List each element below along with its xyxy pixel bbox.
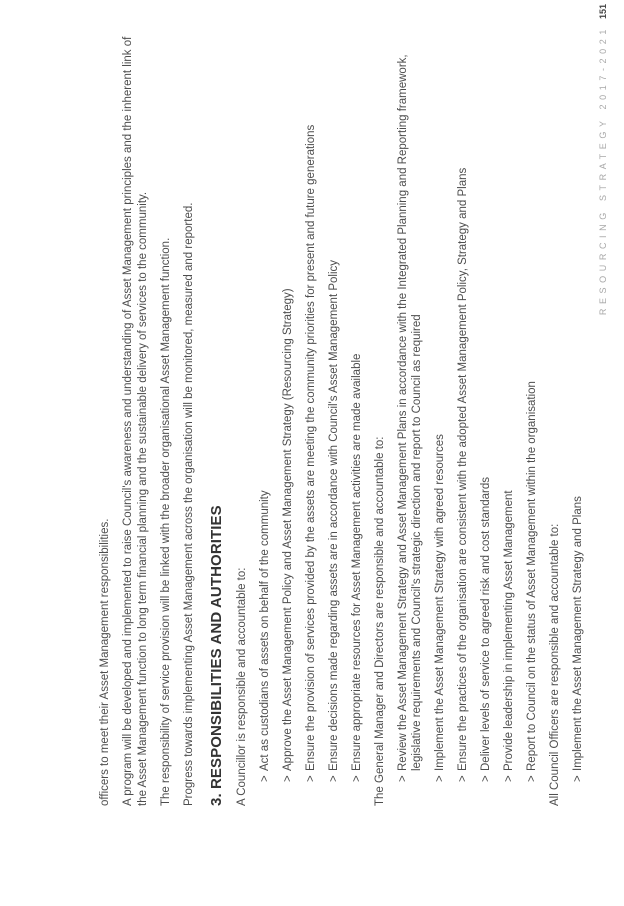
intro-paragraph-1: officers to meet their Asset Management responsibilities. [99, 518, 111, 806]
list-item-text: Ensure the practices of the organisation are consistent with the adopted Asset Management Policy, Strategy and Plans [457, 167, 469, 771]
list-item [396, 26, 425, 782]
bullet-marker: > [327, 775, 340, 782]
list-item-text: Ensure the provision of services provided by the assets are meeting the community priorities for present and future generations [304, 124, 317, 771]
list-item [571, 26, 586, 782]
list-item-text: Act as custodians of assets on behalf of the community [258, 490, 271, 771]
bullet-marker: > [258, 775, 271, 782]
bullet-marker: > [434, 775, 446, 782]
list-item-text: Deliver levels of service to agreed risk and cost standards [480, 476, 492, 771]
bullet-marker: > [396, 775, 409, 782]
bullet-marker: > [526, 775, 538, 782]
bullet-marker: > [480, 775, 492, 782]
list-item [502, 26, 517, 782]
list-item-text: Approve the Asset Management Policy and Asset Management Strategy (Resourcing Strategy) [281, 288, 294, 771]
list-item-text: Implement the Asset Management Strategy and Plans [572, 496, 584, 771]
list-item [479, 26, 494, 782]
intro-paragraph-4: Progress towards implementing Asset Management across the organisation will be monitored, measured and reported. [182, 202, 195, 806]
running-title: RESOURCING STRATEGY 2017-2021 [598, 25, 608, 316]
councillor-lead: A Councillor is responsible and accountable to: [235, 567, 248, 806]
section-heading: 3. RESPONSIBILITIES AND AUTHORITIES [208, 505, 225, 806]
document-body [98, 26, 594, 806]
bullet-marker: > [503, 775, 515, 782]
list-item [327, 26, 342, 782]
officers-lead: All Council Officers are responsible and accountable to: [549, 523, 561, 806]
bullet-marker: > [457, 775, 469, 782]
list-item-text: Report to Council on the status of Asset Management within the organisation [526, 381, 538, 771]
bullet-marker: > [304, 775, 317, 782]
list-item [525, 26, 540, 782]
page-footer [598, 4, 608, 315]
bullet-marker: > [281, 775, 294, 782]
list-item [433, 26, 448, 782]
list-item [350, 26, 365, 782]
intro-paragraph-3: The responsibility of service provision will be linked with the broader organisational Asset Management function. [159, 237, 172, 806]
list-item [304, 26, 319, 782]
list-item-text: Implement the Asset Management Strategy with agreed resources [434, 434, 446, 771]
list-item-text: Review the Asset Management Strategy and Asset Management Plans in accordance with the Integrated Planning and Reporting framework, legislative requirements and Council's strategic direction and report to Council as required [396, 54, 423, 771]
bullet-marker: > [572, 775, 584, 782]
intro-paragraph-2: A program will be developed and implemented to raise Council's awareness and understanding of Asset Management principles and the inherent link of the Asset Management function to long term financial planning and the sustainable delivery of services to the community. [122, 36, 149, 806]
bullet-marker: > [350, 775, 363, 782]
list-item-text: Provide leadership in implementing Asset Management [503, 490, 515, 771]
list-item [258, 26, 273, 782]
list-item-text: Ensure appropriate resources for Asset Management activities are made available [350, 353, 363, 771]
list-item [456, 26, 471, 782]
list-item [281, 26, 296, 782]
list-item-text: Ensure decisions made regarding assets are in accordance with Council's Asset Management Policy [327, 259, 340, 771]
page-number: 151 [598, 4, 608, 20]
gm-lead: The General Manager and Directors are responsible and accountable to: [373, 436, 386, 806]
